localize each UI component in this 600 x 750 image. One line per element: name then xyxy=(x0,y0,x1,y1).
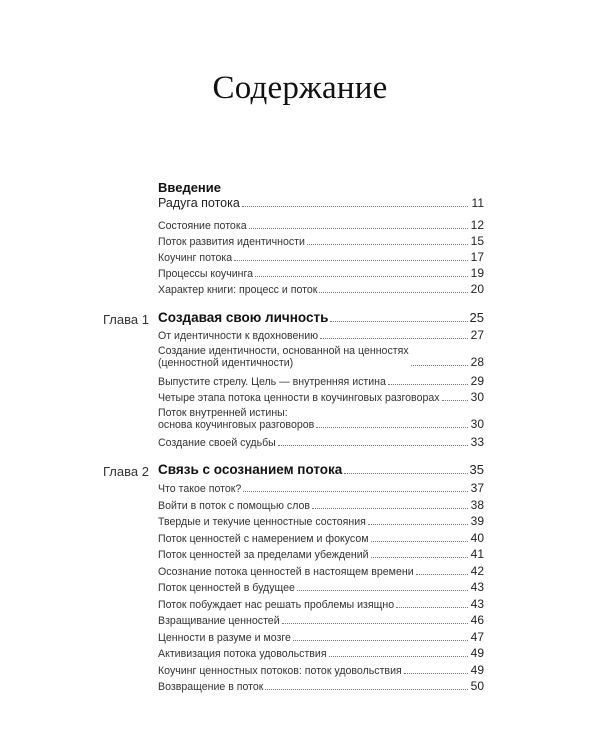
leader-dots xyxy=(319,291,468,293)
toc-entry-label: Твердые и текучие ценностные состояния xyxy=(158,516,366,528)
leader-dots xyxy=(282,622,468,624)
toc-entry-label-continued: (ценностной идентичности) xyxy=(158,357,294,369)
leader-dots xyxy=(416,573,468,575)
toc-entry-label: Активизация потока удовольствия xyxy=(158,648,327,660)
toc-entry-page: 29 xyxy=(470,374,484,388)
leader-dots xyxy=(242,205,468,207)
leader-dots xyxy=(278,444,468,446)
leader-dots xyxy=(442,399,468,401)
leader-dots xyxy=(234,259,468,261)
toc-entry-page: 38 xyxy=(470,498,484,512)
chapter-1-title: Создавая свою личность xyxy=(158,310,329,325)
toc-entry-label: Поток ценностей за пределами убеждений xyxy=(158,549,369,561)
leader-dots xyxy=(330,320,467,322)
toc-entry[interactable] xyxy=(158,564,484,578)
toc-entry[interactable] xyxy=(158,390,484,404)
leader-dots xyxy=(249,227,468,229)
chapter-1-title-entry[interactable] xyxy=(158,310,484,325)
chapter-1-number: Глава 1 xyxy=(103,312,149,327)
toc-entry-label: Создание идентичности, основанной на ценностях xyxy=(158,345,409,357)
toc-entry-label: Поток ценностей с намерением и фокусом xyxy=(158,533,369,545)
toc-entry-page: 27 xyxy=(470,328,484,342)
leader-dots xyxy=(371,556,468,558)
toc-entry-label: Выпустите стрелу. Цель — внутренняя истина xyxy=(158,376,386,388)
toc-entry-label: Что такое поток? xyxy=(158,483,242,495)
toc-entry[interactable] xyxy=(158,250,484,264)
toc-entry-label: Создание своей судьбы xyxy=(158,437,276,449)
toc-entry[interactable] xyxy=(158,407,484,431)
leader-dots xyxy=(411,364,468,366)
leader-dots xyxy=(293,639,468,641)
toc-entry-label: Характер книги: процесс и поток xyxy=(158,284,318,296)
toc-entry[interactable] xyxy=(158,663,484,677)
toc-entry[interactable] xyxy=(158,498,484,512)
toc-entry-page: 30 xyxy=(470,390,484,404)
toc-entry-label: Взращивание ценностей xyxy=(158,615,280,627)
leader-dots xyxy=(297,589,468,591)
chapter-1-page: 25 xyxy=(469,310,484,325)
toc-entry[interactable] xyxy=(158,646,484,660)
leader-dots xyxy=(255,275,468,277)
toc-entry-page: 37 xyxy=(470,481,484,495)
leader-dots xyxy=(320,337,468,339)
toc-entry-page: 19 xyxy=(470,266,484,280)
toc-entry-label: Четыре этапа потока ценности в коучинговых разговорах xyxy=(158,392,440,404)
leader-dots xyxy=(371,540,468,542)
toc-entry-page: 39 xyxy=(470,514,484,528)
toc-entry[interactable] xyxy=(158,630,484,644)
toc-entry[interactable] xyxy=(158,282,484,296)
toc-entry-label: Процессы коучинга xyxy=(158,268,254,280)
toc-entry-label-block xyxy=(158,407,314,431)
toc-entry[interactable] xyxy=(158,531,484,545)
toc-entry[interactable] xyxy=(158,679,484,693)
toc-entry-label-block xyxy=(158,345,409,369)
leader-dots xyxy=(312,507,468,509)
leader-dots xyxy=(344,472,467,474)
toc-entry-label: Поток развития идентичности xyxy=(158,236,305,248)
toc-entry-label: Возвращение в поток xyxy=(158,681,264,693)
toc-entry[interactable] xyxy=(158,328,484,342)
toc-entry-label: Поток внутренней истины: xyxy=(158,407,288,419)
leader-dots xyxy=(243,490,468,492)
toc-entry-label: Состояние потока xyxy=(158,220,247,232)
toc-entry-page: 50 xyxy=(470,679,484,693)
leader-dots xyxy=(316,426,468,428)
toc-entry-label: Радуга потока xyxy=(158,196,240,210)
toc-entry[interactable] xyxy=(158,345,484,369)
toc-entry[interactable] xyxy=(158,218,484,232)
intro-heading: Введение xyxy=(158,180,221,195)
toc-entry-page: 47 xyxy=(470,630,484,644)
toc-entry[interactable] xyxy=(158,613,484,627)
toc-entry[interactable] xyxy=(158,547,484,561)
toc-entry[interactable] xyxy=(158,374,484,388)
toc-entry-label: Ценности в разуме и мозге xyxy=(158,632,291,644)
leader-dots xyxy=(388,383,468,385)
toc-entry-page: 41 xyxy=(470,547,484,561)
toc-entry-page: 46 xyxy=(470,613,484,627)
toc-entry-label: Коучинг потока xyxy=(158,252,233,264)
leader-dots xyxy=(404,672,468,674)
toc-entry-page: 28 xyxy=(470,355,484,369)
toc-entry-label: Коучинг ценностных потоков: поток удовольствия xyxy=(158,665,402,677)
leader-dots xyxy=(307,243,468,245)
toc-entry-page: 43 xyxy=(470,580,484,594)
page-title: Содержание xyxy=(212,70,388,106)
leader-dots xyxy=(368,523,468,525)
chapter-2-page: 35 xyxy=(469,462,484,477)
toc-entry-page: 11 xyxy=(471,196,484,210)
toc-entry-page: 49 xyxy=(470,646,484,660)
toc-entry[interactable] xyxy=(158,597,484,611)
toc-entry-page: 20 xyxy=(470,282,484,296)
toc-entry-label: Войти в поток с помощью слов xyxy=(158,500,311,512)
toc-entry[interactable] xyxy=(158,514,484,528)
toc-entry-label: Осознание потока ценностей в настоящем времени xyxy=(158,566,414,578)
toc-entry[interactable] xyxy=(158,481,484,495)
toc-entry-page: 40 xyxy=(470,531,484,545)
toc-entry-page: 12 xyxy=(470,218,484,232)
leader-dots xyxy=(265,688,468,690)
toc-entry-label: От идентичности к вдохновению xyxy=(158,330,319,342)
leader-dots xyxy=(396,606,468,608)
chapter-2-number: Глава 2 xyxy=(103,464,149,479)
toc-entry-page: 49 xyxy=(470,663,484,677)
toc-entry-page: 30 xyxy=(470,417,484,431)
toc-entry-page: 42 xyxy=(470,564,484,578)
toc-entry-page: 43 xyxy=(470,597,484,611)
toc-entry-label: Поток побуждает нас решать проблемы изящно xyxy=(158,599,395,611)
chapter-2-title-entry[interactable] xyxy=(158,462,484,477)
toc-entry[interactable] xyxy=(158,435,484,449)
toc-entry[interactable] xyxy=(158,580,484,594)
toc-entry-label: Поток ценностей в будущее xyxy=(158,582,295,594)
toc-entry[interactable] xyxy=(158,234,484,248)
leader-dots xyxy=(329,655,468,657)
toc-entry[interactable] xyxy=(158,196,484,210)
toc-entry[interactable] xyxy=(158,266,484,280)
toc-entry-page: 33 xyxy=(470,435,484,449)
toc-entry-page: 15 xyxy=(470,234,484,248)
toc-entry-label-continued: основа коучинговых разговоров xyxy=(158,419,315,431)
toc-entry-page: 17 xyxy=(470,250,484,264)
chapter-2-title: Связь с осознанием потока xyxy=(158,462,343,477)
